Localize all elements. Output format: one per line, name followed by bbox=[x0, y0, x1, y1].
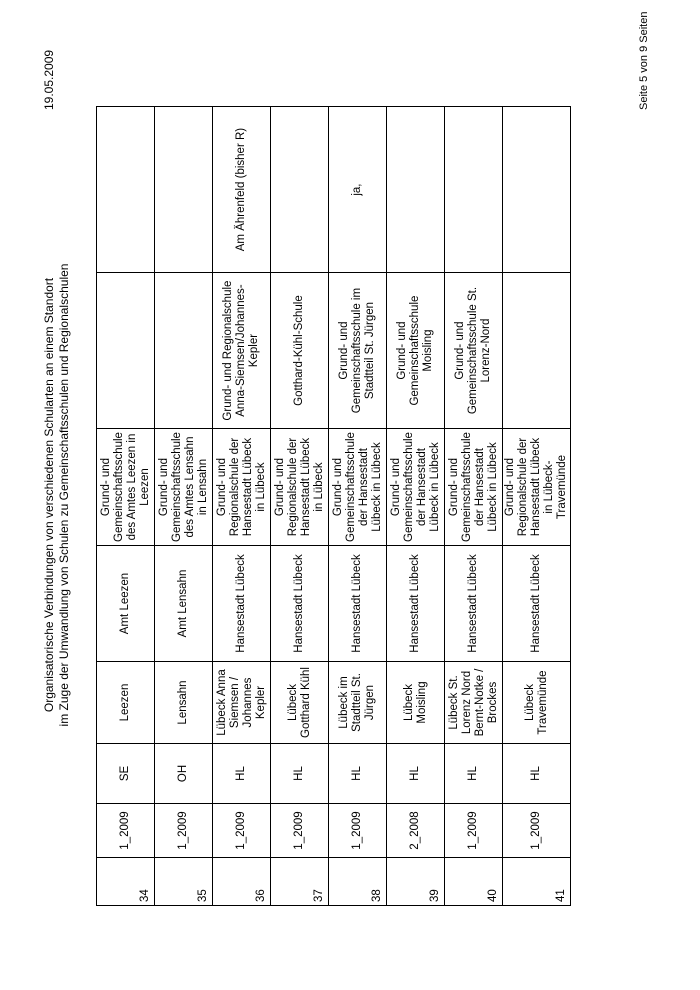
former-school-cell bbox=[155, 273, 213, 429]
authority-cell: Hansestadt Lübeck bbox=[445, 546, 503, 662]
title-line-1: Organisatorische Verbindungen von verschiedenen Schularten an einem Standort bbox=[42, 277, 56, 713]
former-school-cell: Grund- und Gemeinschaftsschule im Stadtteil St. Jürgen bbox=[329, 273, 387, 429]
period-cell: 1_2009 bbox=[329, 804, 387, 858]
remark-cell bbox=[271, 107, 329, 273]
school-name-cell: Grund- und Regionalschule der Hansestadt Lübeck in Lübeck-Travemünde bbox=[503, 429, 571, 546]
remark-cell: Am Ährenfeld (bisher R) bbox=[213, 107, 271, 273]
period-cell: 1_2009 bbox=[155, 804, 213, 858]
location-cell: Lübeck Travemünde bbox=[503, 662, 571, 744]
table-body bbox=[97, 107, 571, 906]
former-school-cell bbox=[503, 273, 571, 429]
district-cell: HL bbox=[445, 744, 503, 804]
authority-cell: Amt Lensahn bbox=[155, 546, 213, 662]
authority-cell: Hansestadt Lübeck bbox=[387, 546, 445, 662]
row-number: 38 bbox=[329, 858, 387, 906]
district-cell: HL bbox=[329, 744, 387, 804]
location-cell: Lübeck Moisling bbox=[387, 662, 445, 744]
table-row bbox=[503, 107, 571, 906]
former-school-cell: Grund- und Gemeinschaftsschule Moisling bbox=[387, 273, 445, 429]
table-row bbox=[387, 107, 445, 906]
authority-cell: Amt Leezen bbox=[97, 546, 155, 662]
district-cell: HL bbox=[387, 744, 445, 804]
table-row bbox=[271, 107, 329, 906]
authority-cell: Hansestadt Lübeck bbox=[213, 546, 271, 662]
school-name-cell: Grund- und Gemeinschaftsschule der Hansestadt Lübeck in Lübeck bbox=[329, 429, 387, 546]
schools-table bbox=[96, 106, 571, 906]
period-cell: 1_2009 bbox=[503, 804, 571, 858]
location-cell: Lübeck im Stadtteil St. Jürgen bbox=[329, 662, 387, 744]
district-cell: OH bbox=[155, 744, 213, 804]
table-row bbox=[97, 107, 155, 906]
row-number: 36 bbox=[213, 858, 271, 906]
period-cell: 1_2009 bbox=[97, 804, 155, 858]
period-cell: 2_2008 bbox=[387, 804, 445, 858]
district-cell: SE bbox=[97, 744, 155, 804]
district-cell: HL bbox=[213, 744, 271, 804]
row-number: 34 bbox=[97, 858, 155, 906]
row-number: 40 bbox=[445, 858, 503, 906]
table-row bbox=[329, 107, 387, 906]
remark-cell bbox=[503, 107, 571, 273]
former-school-cell: Grund- und Regionalschule Anna-Siemsen/Johannes-Kepler bbox=[213, 273, 271, 429]
period-cell: 1_2009 bbox=[445, 804, 503, 858]
table-row bbox=[445, 107, 503, 906]
district-cell: HL bbox=[503, 744, 571, 804]
row-number: 39 bbox=[387, 858, 445, 906]
school-name-cell: Grund- und Gemeinschaftsschule des Amtes Leezen in Leezen bbox=[97, 429, 155, 546]
school-name-cell: Grund- und Regionalschule der Hansestadt Lübeck in Lübeck bbox=[213, 429, 271, 546]
authority-cell: Hansestadt Lübeck bbox=[271, 546, 329, 662]
remark-cell bbox=[387, 107, 445, 273]
row-number: 37 bbox=[271, 858, 329, 906]
former-school-cell: Grund- und Gemeinschaftsschule St. Lorenz-Nord bbox=[445, 273, 503, 429]
authority-cell: Hansestadt Lübeck bbox=[329, 546, 387, 662]
period-cell: 1_2009 bbox=[213, 804, 271, 858]
remark-cell: ja, bbox=[329, 107, 387, 273]
school-name-cell: Grund- und Gemeinschaftsschule der Hansestadt Lübeck in Lübeck bbox=[387, 429, 445, 546]
location-cell: Leezen bbox=[97, 662, 155, 744]
row-number: 35 bbox=[155, 858, 213, 906]
title-line-2: im Zuge der Umwandlung von Schulen zu Gemeinschaftsschulen und Regionalschulen bbox=[57, 263, 71, 727]
school-name-cell: Grund- und Gemeinschaftsschule der Hansestadt Lübeck in Lübeck bbox=[445, 429, 503, 546]
school-name-cell: Grund- und Gemeinschaftsschule des Amtes Lensahn in Lensahn bbox=[155, 429, 213, 546]
former-school-cell: Gotthard-Kühl-Schule bbox=[271, 273, 329, 429]
table-row bbox=[155, 107, 213, 906]
authority-cell: Hansestadt Lübeck bbox=[503, 546, 571, 662]
location-cell: Lensahn bbox=[155, 662, 213, 744]
location-cell: Lübeck Gotthard Kühl bbox=[271, 662, 329, 744]
table-row bbox=[213, 107, 271, 906]
former-school-cell bbox=[97, 273, 155, 429]
school-name-cell: Grund- und Regionalschule der Hansestadt Lübeck in Lübeck bbox=[271, 429, 329, 546]
period-cell: 1_2009 bbox=[271, 804, 329, 858]
remark-cell bbox=[445, 107, 503, 273]
location-cell: Lübeck St. Lorenz Nord Bernt-Notke / Brockes bbox=[445, 662, 503, 744]
district-cell: HL bbox=[271, 744, 329, 804]
row-number: 41 bbox=[503, 858, 571, 906]
remark-cell bbox=[155, 107, 213, 273]
remark-cell bbox=[97, 107, 155, 273]
page-number: Seite 5 von 9 Seiten bbox=[638, 11, 650, 110]
page-title bbox=[42, 140, 72, 850]
location-cell: Lübeck Anna Siemsen / Johannes Kepler bbox=[213, 662, 271, 744]
document-date: 19.05.2009 bbox=[42, 49, 56, 110]
